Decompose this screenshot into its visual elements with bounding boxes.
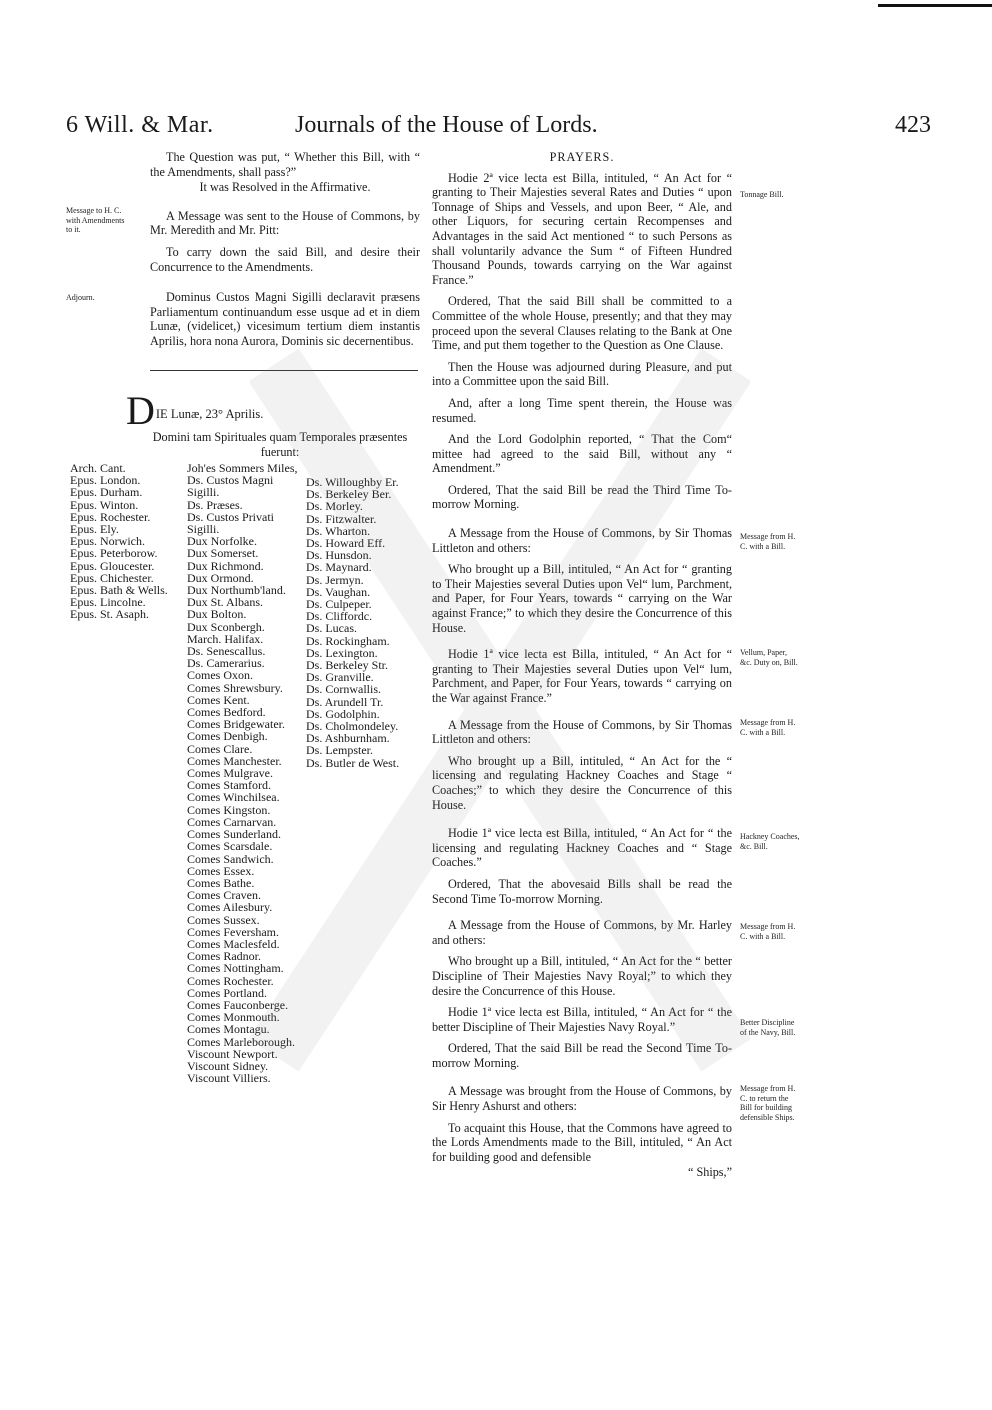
temporal-item: Dux Bolton. [187, 607, 247, 622]
temporal-item: Comes Oxon. [187, 668, 253, 683]
temporal-item: Comes Ailesbury. [187, 900, 273, 915]
barons-item: Ds. Ashburnham. [306, 731, 390, 746]
temporal-item: Comes Sunderland. [187, 827, 281, 842]
barons-item: Ds. Willoughby Er. [306, 475, 399, 489]
margin-note-navy: Better Discipline of the Navy, Bill. [740, 1018, 796, 1037]
clergy-item: Epus. Rochester. [70, 509, 151, 524]
barons-item: Ds. Vaughan. [306, 584, 371, 599]
clergy-item: Epus. Norwich. [70, 534, 145, 549]
page-number: 423 [895, 112, 931, 138]
barons-item: Ds. Wharton. [306, 523, 371, 538]
clergy-item: Epus. Peterborow. [70, 546, 158, 561]
temporal-item: Ds. Præses. [187, 497, 243, 512]
temporal-item: Comes Kingston. [187, 802, 271, 817]
barons-item: Ds. Culpeper. [306, 597, 372, 612]
temporal-item: Comes Fauconberge. [187, 997, 289, 1012]
barons-item: Ds. Howard Eff. [306, 536, 386, 551]
temporal-item: Viscount Villiers. [187, 1071, 271, 1086]
temporal-item: Sigilli. [187, 485, 220, 500]
para-6: Ordered, That the said Bill be read the Third Time To-morrow Morning. [432, 482, 732, 512]
barons-item: Ds. Fitzwalter. [306, 511, 377, 526]
para-13: Ordered, That the abovesaid Bills shall be read the Second Time To-morrow Morning. [432, 876, 732, 906]
para-2: Ordered, That the said Bill shall be committed to a Committee of the whole House, presently; and that they may proceed upon the several Clauses relating to the Bank at One Time, and put them together to the Question as One Clause. [432, 294, 732, 353]
para-5: And the Lord Godolphin reported, “ That the Com“ mittee had agreed to the said Bill, without any “ Amendment.” [432, 432, 732, 476]
question-text: The Question was put, “ Whether this Bill, with “ the Amendments, shall pass?” [150, 150, 420, 179]
clergy-item: Epus. Bath & Wells. [70, 583, 168, 598]
day-heading-text: IE Lunæ, 23° Aprilis. [155, 407, 264, 421]
temporal-item: Ds. Senescallus. [187, 644, 266, 659]
temporal-item: Viscount Newport. [187, 1046, 278, 1061]
temporal-item: Dux St. Albans. [187, 595, 264, 610]
para-4: And, after a long Time spent therein, the House was resumed. [432, 395, 732, 425]
temporal-item: Dux Richmond. [187, 558, 264, 573]
para-19: To acquaint this House, that the Commons have agreed to the Lords Amendments made to the Bill, intituled, “ An Act for building good and defensible [432, 1120, 732, 1164]
temporal-item: Dux Sconbergh. [187, 619, 265, 634]
header-left: 6 Will. & Mar. [66, 112, 214, 138]
temporal-item: Comes Stamford. [187, 778, 271, 793]
barons-item: Ds. Berkeley Str. [306, 658, 388, 673]
temporal-item: Comes Craven. [187, 888, 261, 903]
clergy-item: Epus. Lincolne. [70, 595, 146, 610]
carry-text: To carry down the said Bill, and desire their Concurrence to the Amendments. [150, 244, 420, 274]
para-9: Hodie 1ª vice lecta est Billa, intituled, “ An Act for “ granting to Their Majesties several Duties upon Vel“ lum, Parchment, and Paper, for Four Years, towards “ carrying on the War against France.” [432, 647, 732, 705]
margin-note-msg4: Message from H. C. to return the Bill for building defensible Ships. [740, 1084, 796, 1122]
barons-item: Ds. Godolphin. [306, 706, 380, 721]
temporal-item: Comes Portland. [187, 985, 267, 1000]
para-18: A Message was brought from the House of Commons, by Sir Henry Ashurst and others: [432, 1084, 732, 1114]
clergy-item: Epus. Ely. [70, 522, 119, 537]
clergy-list [70, 462, 168, 621]
para-10: A Message from the House of Commons, by Sir Thomas Littleton and others: [432, 717, 732, 747]
para-8: Who brought up a Bill, intituled, “ An Act for “ granting to Their Majesties several Duties upon Vel“ lum, Parchment, and Paper, for Four Years, towards “ carrying on the War against France;” to which they desire the Concurrence of this House. [432, 562, 732, 635]
barons-item: Ds. Jermyn. [306, 572, 364, 587]
top-rule [878, 4, 992, 7]
temporal-item: Comes Radnor. [187, 949, 261, 964]
adjourn-text: Dominus Custos Magni Sigilli declaravit præsens Parliamentum continuandum esse usque ad et in diem Lunæ, (videlicet,) vicesimum tertium diem instantis Aprilis, hora nona Aurora, Dominis sic decernentibus. [150, 290, 420, 348]
temporal-item: Comes Sussex. [187, 912, 260, 927]
barons-item: Ds. Granville. [306, 670, 374, 685]
temporal-item: Comes Feversham. [187, 924, 279, 939]
temporal-item: Dux Norfolke. [187, 534, 257, 549]
temporal-item: Comes Marleborough. [187, 1034, 295, 1049]
temporal-item: Dux Ormond. [187, 570, 254, 585]
temporal-item: Comes Denbigh. [187, 729, 268, 744]
temporal-item: Ds. Camerarius. [187, 656, 265, 671]
para-15: Who brought up a Bill, intituled, “ An Act for the “ better Discipline of Their Majesties Navy Royal;” to which they desire the Concurrence of this House. [432, 954, 732, 998]
temporal-item: Ds. Custos Privati [187, 509, 275, 524]
prayers-heading: PRAYERS. [549, 150, 615, 164]
temporal-item: Comes Sandwich. [187, 851, 274, 866]
barons-item: Ds. Cliffordc. [306, 609, 373, 624]
temporal-item: Viscount Sidney. [187, 1058, 269, 1073]
barons-item: Ds. Morley. [306, 499, 363, 514]
clergy-item: Epus. Winton. [70, 497, 139, 512]
clergy-item: Arch. Cant. [70, 461, 126, 475]
message-text: A Message was sent to the House of Commons, by Mr. Meredith and Mr. Pitt: [150, 208, 420, 238]
drop-cap: D [126, 388, 155, 433]
page-title: Journals of the House of Lords. [295, 112, 598, 138]
clergy-item: Epus. Gloucester. [70, 558, 155, 573]
clergy-item: Epus. London. [70, 473, 141, 488]
temporal-item: Comes Rochester. [187, 973, 274, 988]
resolved-text: It was Resolved in the Affirmative. [199, 180, 371, 195]
margin-note-vellum: Vellum, Paper, &c. Duty on, Bill. [740, 648, 798, 667]
temporal-item: Dux Northumb'land. [187, 583, 286, 598]
temporal-item: Comes Montagu. [187, 1022, 270, 1037]
clergy-item: Epus. St. Asaph. [70, 607, 150, 622]
barons-item: Ds. Butler de West. [306, 755, 400, 770]
para-1: Hodie 2ª vice lecta est Billa, intituled, “ An Act for “ granting to Their Majesties several Rates and Duties “ upon Tonnage of Ships and Vessels, and upon Beer, “ Ale, and other Liquors, for securing certain Recompenses and Advantages in the said Act mentioned “ to such Persons as shall voluntarily advance the Sum “ of Fifteen Hundred Thousand Pounds, towards carrying on the War against France.” [432, 170, 732, 287]
top-strip [0, 0, 992, 14]
barons-item: Ds. Hunsdon. [306, 548, 372, 563]
barons-item: Ds. Lempster. [306, 743, 373, 758]
temporal-item: Comes Kent. [187, 692, 250, 707]
temporal-item: Comes Scarsdale. [187, 839, 273, 854]
para-17: Ordered, That the said Bill be read the Second Time To-morrow Morning. [432, 1041, 732, 1070]
temporal-item: Comes Nottingham. [187, 961, 284, 976]
temporal-item: Comes Carnarvan. [187, 814, 277, 829]
barons-item: Ds. Rockingham. [306, 633, 390, 648]
clergy-item: Epus. Chichester. [70, 570, 154, 585]
temporal-item: Comes Mulgrave. [187, 766, 273, 781]
barons-item: Ds. Berkeley Ber. [306, 487, 392, 502]
margin-note-adjourn: Adjourn. [66, 293, 95, 302]
temporal-list [187, 462, 298, 1084]
temporal-item: Dux Somerset. [187, 546, 259, 561]
para-16: Hodie 1ª vice lecta est Billa, intituled, “ An Act for “ the better Discipline of Their Majesties Navy Royal.” [432, 1005, 732, 1034]
margin-note-message-hc: Message to H. C. with Amendments to it. [66, 206, 125, 234]
temporal-item: Comes Bathe. [187, 875, 255, 890]
barons-item: Ds. Lexington. [306, 645, 378, 660]
para-14: A Message from the House of Commons, by Mr. Harley and others: [432, 918, 732, 947]
barons-item: Ds. Maynard. [306, 560, 372, 575]
clergy-item: Epus. Durham. [70, 485, 143, 500]
temporal-item: Comes Manchester. [187, 753, 282, 768]
temporal-item: Comes Maclesfeld. [187, 936, 280, 951]
temporal-item: Comes Winchilsea. [187, 790, 280, 805]
temporal-item: March. Halifax. [187, 631, 264, 646]
temporal-item: Comes Bedford. [187, 705, 266, 720]
temporal-item: Comes Monmouth. [187, 1010, 280, 1025]
temporal-item: Comes Clare. [187, 741, 253, 756]
temporal-item: Comes Shrewsbury. [187, 680, 283, 695]
margin-note-msg2: Message from H. C. with a Bill. [740, 718, 796, 737]
right-column [432, 150, 732, 1187]
barons-item: Ds. Lucas. [306, 621, 357, 636]
day-heading [126, 388, 264, 433]
margin-note-msg3: Message from H. C. with a Bill. [740, 922, 796, 941]
para-11: Who brought up a Bill, intituled, “ An Act for the “ licensing and regulating Hackney Coaches and Stage “ Coaches;” to which they desire the Concurrence of this House. [432, 753, 732, 812]
temporal-item: Comes Essex. [187, 863, 255, 878]
para-3: Then the House was adjourned during Pleasure, and put into a Committee upon the said Bill. [432, 359, 732, 389]
para-7: A Message from the House of Commons, by Sir Thomas Littleton and others: [432, 526, 732, 555]
temporal-item: Joh'es Sommers Miles, [187, 461, 298, 475]
temporal-item: Comes Bridgewater. [187, 717, 285, 732]
catchword: “ Ships,” [687, 1165, 732, 1180]
para-12: Hodie 1ª vice lecta est Billa, intituled, “ An Act for “ the licensing and regulating Hackney Coaches and “ Stage Coaches.” [432, 826, 732, 870]
temporal-item: Sigilli. [187, 522, 220, 537]
margin-note-hackney: Hackney Coaches, &c. Bill. [740, 832, 800, 851]
domini-text: Domini tam Spirituales quam Temporales præsentes fuerunt: [152, 430, 408, 459]
barons-item: Ds. Cornwallis. [306, 682, 381, 697]
barons-list [306, 476, 399, 769]
barons-item: Ds. Cholmondeley. [306, 719, 399, 734]
left-column [150, 150, 420, 356]
barons-item: Ds. Arundell Tr. [306, 694, 384, 709]
margin-note-msg1: Message from H. C. with a Bill. [740, 532, 796, 551]
margin-note-tonnage: Tonnage Bill. [740, 190, 784, 199]
temporal-item: Ds. Custos Magni [187, 473, 274, 488]
section-rule [150, 370, 418, 371]
